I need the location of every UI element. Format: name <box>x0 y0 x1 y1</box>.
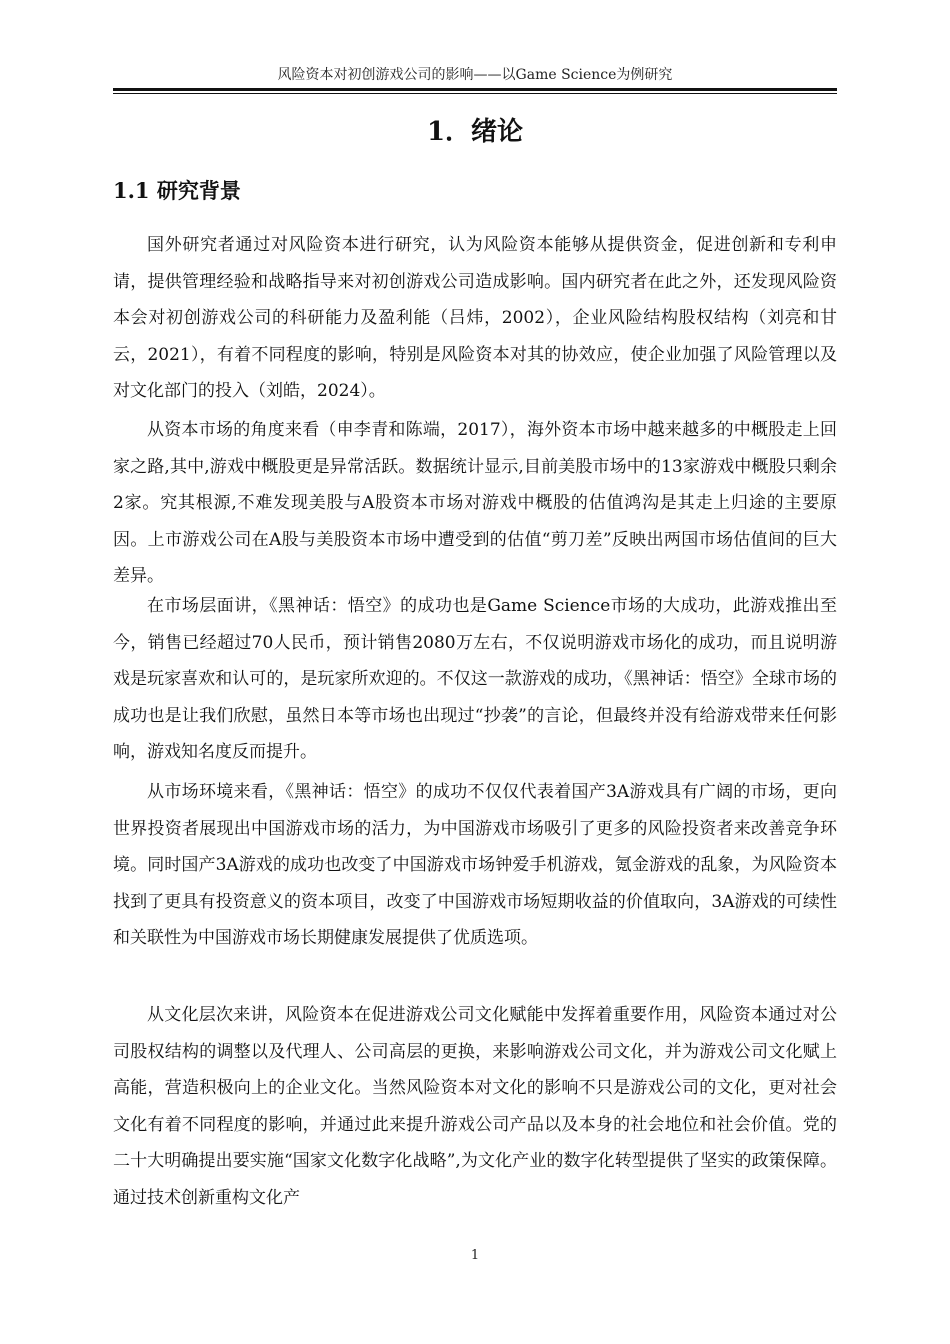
chapter-title: 1．绪论 <box>426 117 524 147</box>
header-rule-thin <box>113 93 837 94</box>
paragraph-2: 从资本市场的角度来看（申李青和陈端，2017），海外资本市场中越来越多的中概股走上回家之路,其中,游戏中概股更是异常活跃。数据统计显示,目前美股市场中的13家游戏中概股只剩余2家。究其根源,不难发现美股与A股资本市场对游戏中概股的估值鸿沟是其走上归途的主要原因。上市游戏公司在A股与美股资本市场中遭受到的估值“剪刀差”反映出两国市场估值间的巨大差异。 <box>113 420 837 586</box>
running-header: 风险资本对初创游戏公司的影响——以Game Science为例研究 <box>277 67 673 83</box>
paragraph-1: 国外研究者通过对风险资本进行研究，认为风险资本能够从提供资金，促进创新和专利申请，提供管理经验和战略指导来对初创游戏公司造成影响。国内研究者在此之外，还发现风险资本会对初创游戏公司的科研能力及盈利能（吕炜，2002），企业风险结构股权结构（刘亮和甘云，2021），有着不同程度的影响，特别是风险资本对其的协效应，使企业加强了风险管理以及对文化部门的投入（刘皓，2024）。 <box>113 235 837 401</box>
paragraph-5: 从文化层次来讲，风险资本在促进游戏公司文化赋能中发挥着重要作用，风险资本通过对公司股权结构的调整以及代理人、公司高层的更换，来影响游戏公司文化，并为游戏公司文化赋上高能，营造积极向上的企业文化。当然风险资本对文化的影响不只是游戏公司的文化，更对社会文化有着不同程度的影响，并通过此来提升游戏公司产品以及本身的社会地位和社会价值。党的二十大明确提出要实施“国家文化数字化战略”,为文化产业的数字化转型提供了坚实的政策保障。通过技术创新重构文化产 <box>113 1005 837 1208</box>
paragraph-3: 在市场层面讲，《黑神话：悟空》的成功也是Game Science市场的大成功，此游戏推出至今，销售已经超过70人民币，预计销售2080万左右，不仅说明游戏市场化的成功，而且说明游戏是玩家喜欢和认可的，是玩家所欢迎的。不仅这一款游戏的成功，《黑神话：悟空》全球市场的成功也是让我们欣慰，虽然日本等市场也出现过“抄袭”的言论，但最终并没有给游戏带来任何影响，游戏知名度反而提升。 <box>113 596 837 762</box>
section-title: 1.1 研究背景 <box>113 178 241 203</box>
page-number: 1 <box>470 1248 480 1263</box>
paragraph-4: 从市场环境来看，《黑神话：悟空》的成功不仅仅代表着国产3A游戏具有广阔的市场，更向世界投资者展现出中国游戏市场的活力，为中国游戏市场吸引了更多的风险投资者来改善竞争环境。同时国产3A游戏的成功也改变了中国游戏市场钟爱手机游戏，氪金游戏的乱象，为风险资本找到了更具有投资意义的资本项目，改变了中国游戏市场短期收益的价值取向，3A游戏的可续性和关联性为中国游戏市场长期健康发展提供了优质选项。 <box>113 782 837 948</box>
header-rule-thick <box>113 88 837 91</box>
